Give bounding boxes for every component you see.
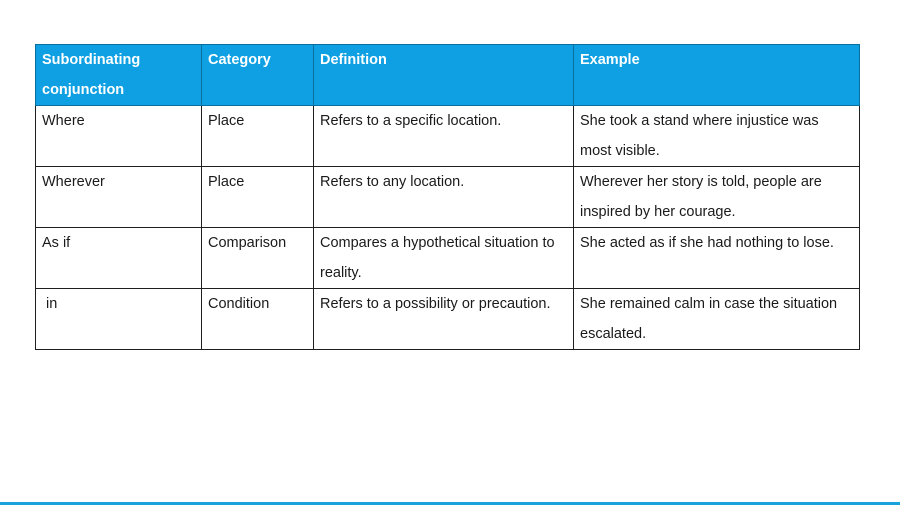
cell-definition: Compares a hypothetical situation to reality.	[314, 228, 574, 289]
conjunction-table	[35, 44, 860, 350]
cell-conjunction: As if	[36, 228, 202, 289]
cell-category: Place	[202, 167, 314, 228]
cell-definition: Refers to a specific location.	[314, 106, 574, 167]
cell-category: Comparison	[202, 228, 314, 289]
cell-conjunction: Wherever	[36, 167, 202, 228]
table-row	[36, 228, 860, 289]
table-row	[36, 167, 860, 228]
bottom-accent-rule	[0, 502, 900, 505]
cell-conjunction: Where	[36, 106, 202, 167]
cell-example: She acted as if she had nothing to lose.	[574, 228, 860, 289]
header-category: Category	[202, 45, 314, 106]
header-subordinating-conjunction: Subordinating conjunction	[36, 45, 202, 106]
cell-example: She took a stand where injustice was most visible.	[574, 106, 860, 167]
header-definition: Definition	[314, 45, 574, 106]
cell-example: She remained calm in case the situation escalated.	[574, 289, 860, 350]
table-header-row	[36, 45, 860, 106]
header-example: Example	[574, 45, 860, 106]
cell-category: Condition	[202, 289, 314, 350]
cell-example: Wherever her story is told, people are inspired by her courage.	[574, 167, 860, 228]
table-row	[36, 106, 860, 167]
cell-category: Place	[202, 106, 314, 167]
table-row	[36, 289, 860, 350]
cell-definition: Refers to a possibility or precaution.	[314, 289, 574, 350]
cell-definition: Refers to any location.	[314, 167, 574, 228]
cell-conjunction: in	[36, 289, 202, 350]
